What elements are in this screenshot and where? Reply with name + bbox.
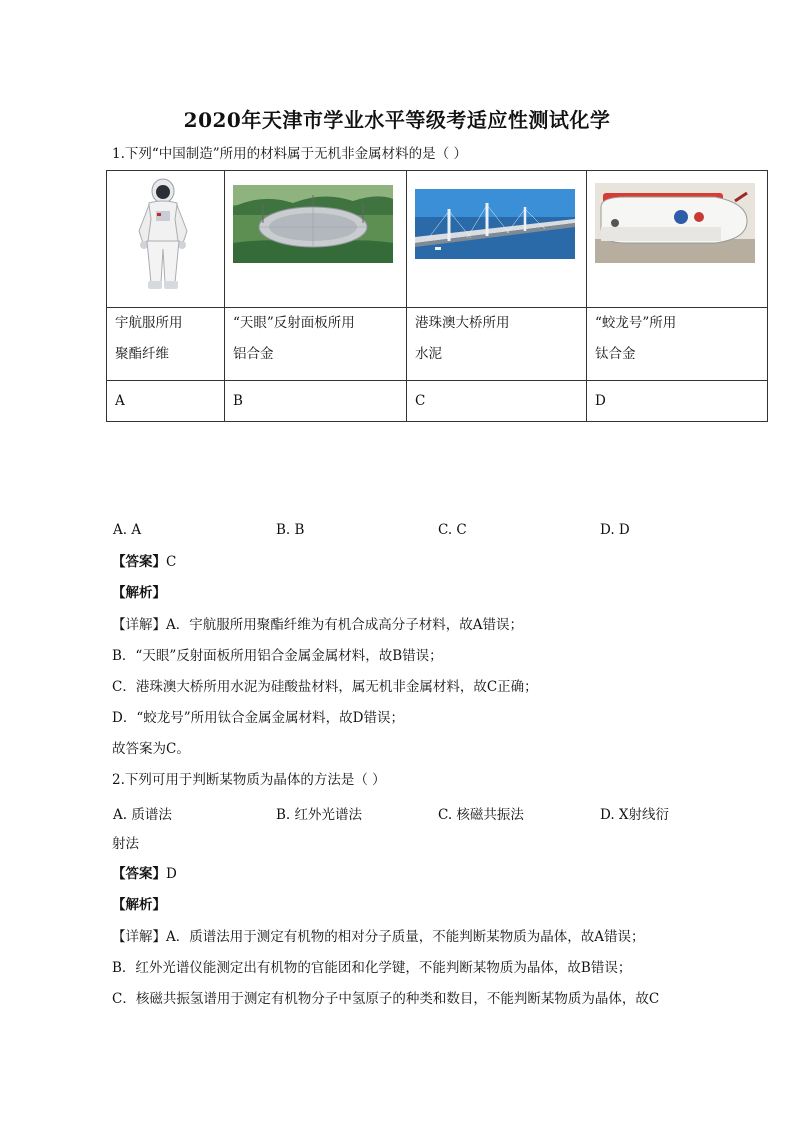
q2-option-c: C. 核磁共振法 — [438, 807, 524, 823]
q2-detail-line: 【详解】A．质谱法用于测定有机物的相对分子质量，不能判断某物质为晶体，故A错误； — [112, 929, 645, 945]
q1-analysis-label: 【解析】 — [112, 585, 166, 601]
image-cell-c — [407, 171, 587, 308]
option-b-line1: “天眼”反射面板所用 — [233, 315, 355, 331]
q2-option-b: B. 红外光谱法 — [276, 807, 363, 823]
q1-answer-label: 【答案】 — [112, 554, 166, 570]
q2-option-a: A. 质谱法 — [113, 807, 172, 823]
image-cell-b — [225, 171, 407, 308]
option-b-line2: 铝合金 — [233, 346, 274, 362]
q2-analysis-label: 【解析】 — [112, 897, 166, 913]
q1-answer-value: C — [166, 554, 177, 570]
submarine-image — [595, 183, 755, 263]
bridge-image — [415, 189, 575, 259]
option-c-line2: 水泥 — [415, 346, 442, 362]
option-c-line1: 港珠澳大桥所用 — [415, 315, 510, 331]
q2-detail-line: C．核磁共振氢谱用于测定有机物分子中氢原子的种类和数目，不能判断某物质为晶体，故C — [112, 991, 660, 1007]
q2-answer-value: D — [166, 866, 177, 882]
option-a-line2: 聚酯纤维 — [115, 346, 169, 362]
option-cell-b — [225, 308, 407, 381]
image-cell-a — [107, 171, 225, 308]
option-d-line1: “蛟龙号”所用 — [595, 315, 677, 331]
q1-detail-line: B．“天眼”反射面板所用铝合金属金属材料，故B错误； — [112, 648, 443, 664]
option-cell-c — [407, 308, 587, 381]
question-1-stem: 1.下列“中国制造”所用的材料属于无机非金属材料的是（ ） — [112, 146, 467, 162]
q1-detail-line: C．港珠澳大桥所用水泥为硅酸盐材料，属无机非金属材料，故C正确； — [112, 679, 538, 695]
q1-option-a: A. A — [113, 522, 142, 538]
letter-cell-c: C — [407, 381, 587, 422]
radio-telescope-image — [233, 185, 393, 263]
q1-conclusion: 故答案为C。 — [112, 741, 190, 757]
q1-option-c: C. C — [438, 522, 467, 538]
letter-cell-a: A — [107, 381, 225, 422]
letter-cell-d: D — [587, 381, 768, 422]
q2-answer-label: 【答案】 — [112, 866, 166, 882]
option-a-line1: 宇航服所用 — [115, 315, 183, 331]
image-row — [107, 171, 768, 308]
q1-detail-line: D．“蛟龙号”所用钛合金属金属材料，故D错误； — [112, 710, 404, 726]
q2-option-d: D. X射线衍 — [600, 807, 670, 823]
page-title: 2020年天津市学业水平等级考适应性测试化学 — [183, 108, 611, 132]
q1-option-b: B. B — [276, 522, 305, 538]
astronaut-image — [115, 171, 215, 303]
option-cell-d — [587, 308, 768, 381]
image-cell-d — [587, 171, 768, 308]
q1-detail-line: 【详解】A．宇航服所用聚酯纤维为有机合成高分子材料，故A错误； — [112, 617, 523, 633]
letter-cell-b: B — [225, 381, 407, 422]
q1-option-d: D. D — [600, 522, 630, 538]
q2-option-d-wrap: 射法 — [112, 836, 139, 852]
question-1-table — [106, 170, 768, 422]
option-cell-a — [107, 308, 225, 381]
option-d-line2: 钛合金 — [595, 346, 636, 362]
q2-answer — [112, 865, 177, 883]
q1-answer — [112, 553, 176, 571]
q2-detail-line: B．红外光谱仪能测定出有机物的官能团和化学键，不能判断某物质为晶体，故B错误； — [112, 960, 632, 976]
question-2-stem: 2.下列可用于判断某物质为晶体的方法是（ ） — [112, 772, 386, 788]
